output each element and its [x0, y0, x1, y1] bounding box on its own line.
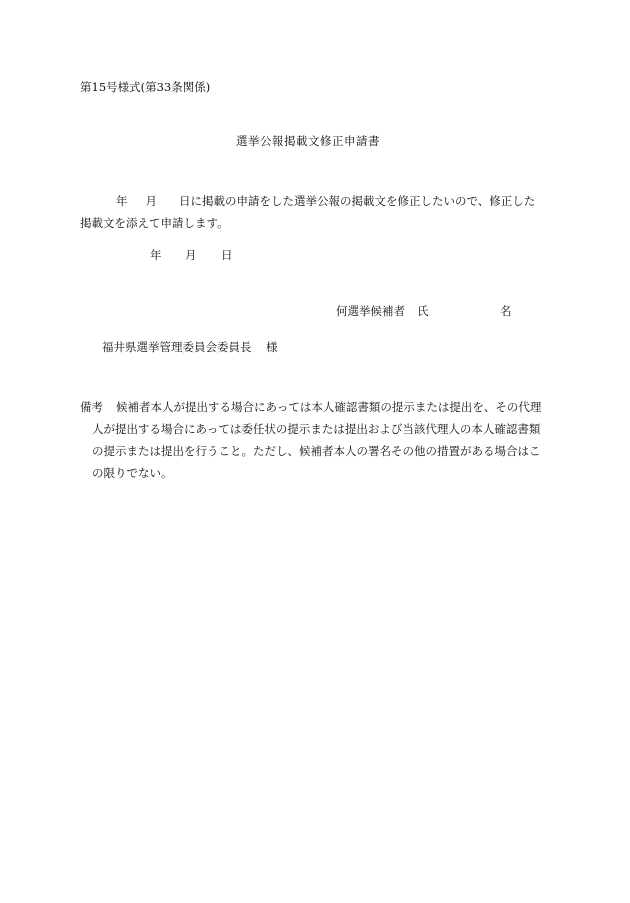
date-month: 月: [185, 248, 197, 262]
recipient-honorific: 様: [266, 340, 278, 354]
note-line-2: 人が提出する場合にあっては委任状の提示または提出および当該代理人の本人確認書類: [92, 422, 541, 436]
candidate-surname-label: 氏: [417, 304, 429, 318]
body-line-1-text: 日に掲載の申請をした選挙公報の掲載文を修正したいので、修正した: [179, 194, 536, 208]
recipient-name: 福井県選挙管理委員会委員長: [102, 340, 252, 354]
note-section: [80, 396, 558, 484]
date-day: 日: [221, 248, 233, 262]
application-body: [80, 190, 552, 234]
candidate-label: 何選挙候補者: [336, 304, 405, 318]
body-year: 年: [116, 194, 128, 208]
body-month: 月: [145, 194, 157, 208]
note-line-1-text: 候補者本人が提出する場合にあっては本人確認書類の提示または提出を、その代理: [116, 400, 542, 414]
note-label: 備考: [80, 400, 103, 414]
note-line-4: の限りでない。: [92, 466, 173, 480]
document-title: 選挙公報掲載文修正申請書: [236, 134, 380, 148]
form-number: 第15号様式(第33条関係): [80, 80, 211, 94]
date-year: 年: [150, 248, 162, 262]
body-line-1: [80, 190, 552, 212]
note-line-3: の提示または提出を行うこと。ただし、候補者本人の署名その他の措置がある場合はこ: [92, 444, 541, 458]
body-line-2: 掲載文を添えて申請します。: [80, 216, 229, 230]
note-line-1: [80, 396, 558, 418]
candidate-givenname-label: 名: [500, 304, 512, 318]
